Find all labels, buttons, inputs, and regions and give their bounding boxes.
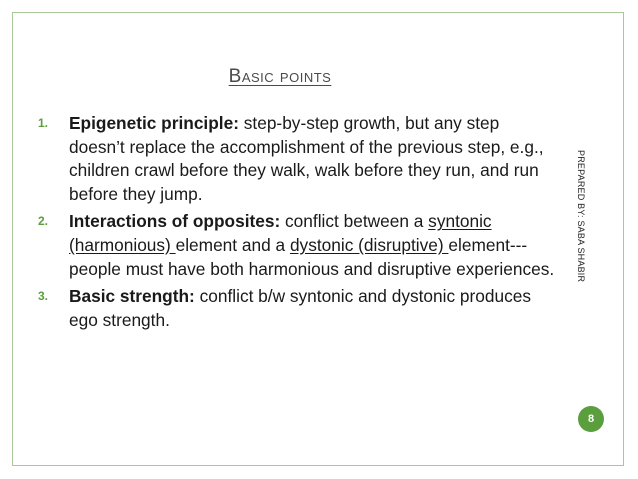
author-side-label: PREPARED BY: SABA SHABIR [576, 150, 586, 283]
point-text [69, 210, 558, 281]
list-number: 1. [38, 116, 49, 130]
point-body-part: element---people must have both harmonious and disruptive experiences. [69, 234, 555, 279]
list-number: 2. [38, 214, 49, 229]
point-text [69, 112, 558, 206]
point-body-part: conflict between a [280, 211, 429, 232]
point-term: Basic strength: [69, 286, 195, 307]
point-body-part: element and a [175, 234, 290, 255]
underlined-term: syntonic (harmonious) [69, 211, 492, 255]
page-number-badge: 8 [578, 406, 604, 432]
list-number: 3. [38, 289, 49, 304]
list-item [38, 112, 558, 206]
list-item [38, 285, 558, 332]
point-term: Interactions of opposites: [69, 211, 281, 232]
underlined-term: dystonic (disruptive) [289, 234, 449, 255]
points-list [38, 112, 558, 336]
list-item [38, 210, 558, 281]
point-body: step-by-step growth, but any step doesn’t replace the accomplishment of the previous step, e.g., children crawl before they walk, walk before they run, and run before they jump. [69, 113, 544, 204]
point-body: conflict b/w syntonic and dystonic produces ego strength. [69, 286, 531, 330]
point-text [69, 285, 558, 332]
slide-title: Basic points [228, 66, 332, 87]
point-term: Epigenetic principle: [69, 113, 239, 133]
